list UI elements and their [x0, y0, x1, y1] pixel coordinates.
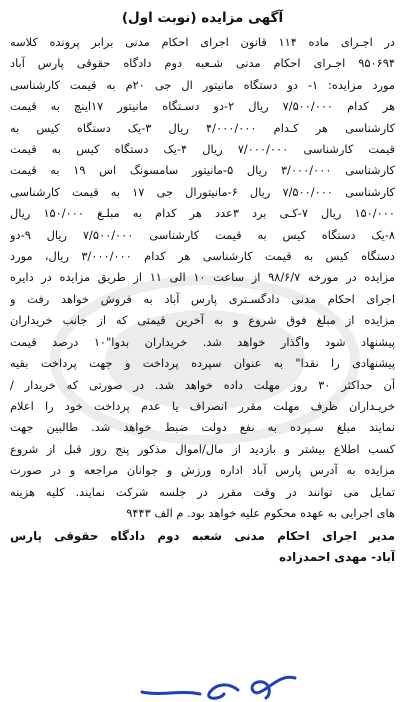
notice-line: ۱۵۰/۰۰۰ ریال ۷-کـی برد ۳عدد هر کدام به مبلـغ ۱۵۰/۰۰۰ ریال — [10, 206, 395, 221]
notice-line: خریـداران ظرف مهلت مقرر انصراف یا عدم پرداخت خود را اعلام — [10, 398, 395, 413]
notice-line: مزایده به آدرس پارس آباد اداره ورزش و جوانان مراجعه و در صورت — [10, 463, 395, 478]
notice-line: ۹۵۰۶۹۴ اجـرای احکام مدنی شـعبه دوم دادگاه حقوقی پارس آباد — [10, 56, 395, 71]
notice-line: کسب اطلاع بیشتر و بازدید از مال/اموال مذکور پنج روز قبل از شروع — [10, 441, 395, 456]
notice-line: کارشناسی ۳/۰۰۰/۰۰۰ ریال ۵-مانیتور سامسونگ اس ۱۹ به قیمت — [10, 163, 395, 178]
notice-line: کارشناسی ۷/۵۰۰/۰۰۰ ریال ۶-مانیتورال جی ۱۷ به قیمت کارشناسی — [10, 184, 395, 199]
notice-line: ۸-یک دستگاه کیس به قیمت کارشناسی ۷/۵۰۰/۰۰۰ ریال ۹-دو — [10, 227, 395, 242]
notice-line: مزایده از مبلغ فوق شروع و به آخرین قیمتی که از جانب خریداران — [10, 313, 395, 328]
notice-line: های اجرایی به عهده محکوم علیه خواهد بود. م الف ۹۴۴۳ — [126, 505, 395, 520]
signature-block — [10, 526, 395, 568]
notice-line: قیمت کارشناسی ۷/۰۰۰/۰۰۰ ریال ۴-یک دستگاه کیس به قیمت — [10, 142, 395, 157]
notice-line: کارشناسی هر کـدام ۴/۰۰۰/۰۰۰ ریال ۳-یک دستگاه کیس به — [10, 120, 395, 135]
notice-line: هر کدام ۷/۵۰۰/۰۰۰ ریال ۲-دو دسـتگاه مانیتور ۱۷اینچ به قیمت — [10, 99, 395, 114]
notice-line: پیشنهادی را نقدا" به عنوان سپرده پرداخت و جهت پرداخت بقیه — [10, 356, 395, 371]
signature-line: آباد- مهدی احمدزاده — [279, 550, 395, 565]
notice-line: نمایند مبلغ سـپرده به نفع دولت ضبط خواهد شد. طالبین جهت — [10, 420, 395, 435]
notice-line: آن حداکثر ۳۰ روز مهلت داده خواهد شد. در صورتی که خریدار / — [10, 377, 395, 392]
notice-body — [10, 32, 395, 524]
signature-line: مدیر اجرای احکام مدنی شعبه دوم دادگاه حقوقی پارس — [10, 529, 395, 544]
notice-line: مورد مزایده: ۱- دو دستگاه مانیتور ال جی ۲۰م به قیمت کارشناسی — [10, 77, 395, 92]
notice-line: مزایده در مورخه ۹۸/۶/۷ از ساعت ۱۰ الی ۱۱ از طریق مزایده در دایره — [10, 270, 395, 285]
notice-line: دستگاه کیس به قیمت کارشناسی هر کدام ۳/۰۰۰/۰۰۰ ریال، مورد — [10, 249, 395, 264]
notice-line: پیشنهاد شود واگذار خواهد شد. خریداران بدوا"۱۰ درصد قیمت — [10, 334, 395, 349]
notice-line: اجرای احکام مدنی دادگسـتری پارس آباد به فروش خواهد رفت و — [10, 291, 395, 306]
signature-scribble — [120, 672, 310, 702]
notice-line: در اجـرای ماده ۱۱۴ قانون اجرای احکام مدنی برابر پرونده کلاسه — [10, 35, 395, 49]
notice-title: آگهی مزایده (نوبت اول) — [121, 10, 284, 26]
notice-line: تمایل می توانند در وقت مقرر در جلسه شرکت نمایند. کلیه هزینه — [10, 484, 395, 499]
